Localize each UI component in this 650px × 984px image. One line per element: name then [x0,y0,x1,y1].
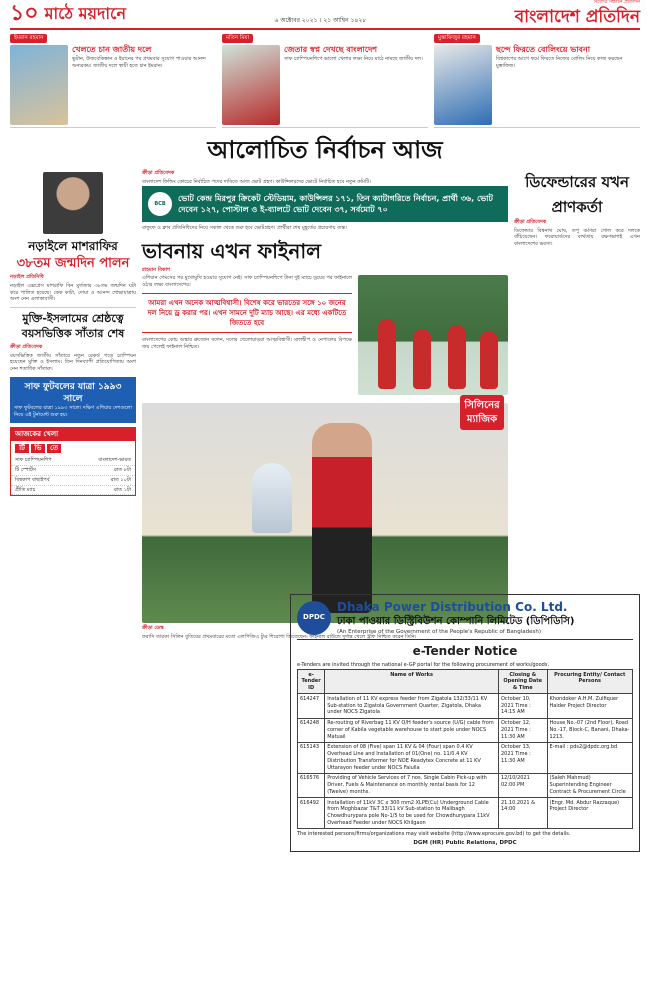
player-photo [434,45,492,125]
tender-id: 614248 [298,718,325,742]
tender-date: October 12, 2021 Time : 11:30 AM [498,718,547,742]
tender-contact: E-mail : pds2@dpdc.org.bd [547,742,632,773]
team-training-photo [358,275,508,395]
football-headline: ভাবনায় এখন ফাইনাল [142,238,322,263]
tender-work: Installation of 11 KV express feeder from Zigatola 132/33/11 KV Sub-station to Zigatola Government Quarter, Zigatola, Dhaka under NOCS Zigatola [325,694,499,718]
tender-header [297,599,633,640]
tender-date: October 13, 2021 Time : 11:30 AM [498,742,547,773]
tender-title: e-Tender Notice [412,644,518,659]
tender-contact: House No.-07 (2nd Floor), Road No.-17, Block-C, Banani, Dhaka-1213. [547,718,632,742]
table-row [298,694,633,718]
football-byline: রাহমান বিকাশ [142,266,170,273]
mashrafe-photo [43,172,103,234]
tv-row [11,476,135,486]
col-header: Name of Works [325,670,499,694]
top-card-headline: জেতার স্বপ্ন দেখছে বাংলাদেশ [284,45,378,55]
swimming-headline: মুক্তি-ইসলামের শ্রেষ্ঠত্বে বয়সভিত্তিক সাঁতার শেষ [21,312,125,340]
tv-time: রাত ৮টা [114,467,131,474]
golfer-photo [142,403,508,623]
tv-letter: তে [47,444,61,453]
tv-letter: ভি [31,444,45,453]
right-body: ডিফেন্ডার বিশ্বনাথ ঘোষ, তপু বর্মণরা গোল করে দলকে বাঁচিয়েছেন। ফরোয়ার্ডদের ব্যর্থতায় রক্ষণভাগই এখন বাংলাদেশের ভরসা। [514,227,640,248]
top-story-row [10,34,640,128]
left-headline: নড়াইলে মাশরাফির [28,239,118,254]
tender-signature: DGM (HR) Public Relations, DPDC [413,839,517,846]
logo-tagline: সত্যের সন্ধানে প্রতিদিন [593,0,640,6]
tv-event: বিশ্বকাপ বাছাইপর্ব [15,476,50,483]
tender-id: 616576 [298,773,325,797]
tv-event: টি স্পোর্টস [15,467,36,474]
tender-contact: (Engr. Md. Abdur Razzaque) Project Director [547,798,632,829]
tv-event: সাফ চ্যাম্পিয়নশিপ [15,457,52,464]
left-body: নড়াইল এক্সপ্রেস মাশরাফি বিন মুর্তজার ৩৮তম জন্মদিন ঘটা করে পালিত হয়েছে। কেক কাটা, দোয়া ও আনন্দ শোভাযাত্রায় অংশ নেন এলাকাবাসী। [10,282,136,303]
org-name-bn: ঢাকা পাওয়ার ডিস্ট্রিবিউশন কোম্পানি লিমিটেড (ডিপিডিসি) [337,616,575,628]
tv-schedule-title: আজকের খেলা [11,428,135,441]
tender-date: 12/10/2021 02:00 PM [498,773,547,797]
tender-notice [290,594,640,852]
tv-time: রাত ১০টা [110,476,131,483]
tv-time: বাংলাদেশ-ভারত [98,457,131,464]
section-title: মাঠে ময়দানে [44,4,127,24]
top-card-headline: খেলতে চান জাতীয় দলে [72,45,152,55]
table-row [298,798,633,829]
player-photo [222,45,280,125]
golf-magic-label: সিলিনের ম্যাজিক [460,395,504,430]
lead-body-2: বাফুফে ও ক্লাব প্রতিনিধিদের নিয়ে সকাল থেকে শুরু হবে ভোটগ্রহণ। প্রার্থীরা শেষ মুহূর্তের প্রচারণায় ব্যস্ত। [142,224,347,231]
tender-contact: (Saleh Mahmud) Superintending Engineer Contract & Procurement Circle [547,773,632,797]
org-name-en: Dhaka Power Distribution Co. Ltd. [337,600,568,614]
trophy-icon [252,463,292,533]
tender-id: 614247 [298,694,325,718]
tender-intro: e-Tenders are invited through the national e-GP portal for the following procurement of works/goods. [297,662,550,669]
tender-date: October 10, 2021 Time : 14:15 AM [498,694,547,718]
top-card-label: ইমরান রহমান [10,34,47,43]
football-body: এশিয়ান গেমসের পর মুখোমুখি হওয়ার সুযোগ নেই। সাফ চ্যাম্পিয়নশিপে টানা দুই ম্যাচে ড্রয়ের পর ফাইনালে ওঠার লক্ষ্য বাংলাদেশের। [142,275,352,289]
table-row [298,718,633,742]
tv-schedule-box [10,427,136,497]
golfer-figure [312,423,372,613]
right-subhead: প্রাণকর্তা [551,197,603,216]
org-subtitle: (An Enterprise of the Government of the People's Republic of Bangladesh) [337,628,541,635]
main-grid [10,168,640,641]
right-byline: ক্রীড়া প্রতিবেদক [514,218,547,225]
page-number: ১০ [10,0,39,27]
tender-work: Providing of Vehicle Services of 7 nos. Single Cabin Pick-up with Driver, Fuels & Maintenance on monthly rental basis for 12 (Twelve) months. [325,773,499,797]
saf-history-headline: সাফ ফুটবলের যাত্রা ১৯৯৩ সালে [24,381,122,404]
golf-body: ফরাসি তারকা সিলিন বুতিয়ের প্রথমবারের মতো এলপিজিএ ট্যুর শিরোপা জিতেছেন। ফাইনাল রাউন্ডে দুর্দান্ত খেলে ট্রফি নিশ্চিত করেন তিনি। [142,634,417,641]
top-card-headline: ছন্দে ফিরতে বোলিংয়ে ভাবনা [496,45,591,55]
saf-history-box [10,377,136,423]
tv-time: রাত ১টা [114,486,131,493]
newspaper-logo[interactable] [515,0,640,29]
top-card-label: মুস্তাফিজুর রহমান [434,34,480,43]
tender-id: 615143 [298,742,325,773]
football-body-2: বাংলাদেশের কোচ অস্কার ব্রুজোন বলেন, দলের খেলোয়াড়রা আত্মবিশ্বাসী। মালদ্বীপ ও নেপালের বিপক্ষে জয় পেলেই ফাইনাল নিশ্চিত। [142,337,352,351]
tender-date: 21.10.2021 & 14:00 [498,798,547,829]
lead-headline: আলোচিত নির্বাচন আজ [207,135,443,164]
tv-event: প্রীতি ম্যাচ [15,486,36,493]
top-card[interactable] [222,34,428,128]
tv-badge [15,444,131,453]
middle-column [142,168,508,641]
tender-id: 616492 [298,798,325,829]
lead-body: বাংলাদেশ ফিল্ডিং কোচের নির্বাচিত পদের দাবিতে আজ ভোট গ্রহণ। কাউন্সিলরদের ভোটে নির্বাচিত হবে নতুন কমিটি। [142,179,371,186]
tender-contact: Khondoker A.H.M. Zulfiquer Haider Project Director [547,694,632,718]
tv-row [11,456,135,466]
coach-quote: আমরা এখন অনেক আত্মবিশ্বাসী। বিশেষ করে ভারতের সঙ্গে ১০ জনের দল নিয়ে ড্র করার পর। এখন সামনে দুটি ম্যাচ আছে। এর মধ্যে একটিতে জিততে হবে [142,293,352,333]
issue-date: ৬ অক্টোবর ২০২১ । ২১ আশ্বিন ১৪২৮ [274,16,367,24]
top-card-text: সাফ চ্যাম্পিয়নশিপে ভালো খেলার লক্ষ্য নিয়ে মাঠে নামছে জাতীয় দল। [284,56,423,63]
stadium-box [142,186,508,222]
tender-work: Installation of 11kV 3C x 300 mm2 XLPE(Cu) Underground Cable from Moghbazar T&T 33/11 kV Sub-station to Malibagh Chowdhurypara pole No-1/5 to be used for Chowdhurypara 11kV Overhead Feeder under NOCS Khilgaon [325,798,499,829]
top-card-text: বিশ্বকাপের আগে ফর্মে ফিরতে নিজের বোলিং নিয়ে কাজ করছেন মুস্তাফিজ। [496,56,623,69]
swimming-byline: ক্রীড়া প্রতিবেদক [10,343,43,350]
tender-work: Re-routing of Riverbag 11 KV O/H feeder's source (U/G) cable from corner of Kabila vegetable warehouse to start pole under NOCS Matuail [325,718,499,742]
tv-letter: টি [15,444,29,453]
tender-footer: The interested persons/firms/organizations may visit website (http://www.eprocure.gov.bd) to get the details. [297,831,571,838]
top-card-label: মতিন মিয়া [222,34,253,43]
logo-name: বাংলাদেশ প্রতিদিন [514,6,640,27]
tender-work: Extension of 08 (Five) span 11 KV & 04 (Four) span 0.4 KV Overhead Line and Installation of 01(One) no. 11/0.4 KV Distribution Transformer for NOE Readytex Concrete at 11 KV Uttarayon feeder under NOCS Faiulla [325,742,499,773]
right-headline: ডিফেন্ডারের যখন [525,173,629,192]
masthead [10,0,640,30]
player-photo [10,45,68,125]
right-column [514,168,640,641]
tv-row [11,486,135,496]
top-card[interactable] [10,34,216,128]
stadium-text: ভোট কেন্দ্র মিরপুর ক্রিকেট স্টেডিয়াম, কাউন্সিলর ১৭১, তিন ক্যাটাগরিতে নির্বাচন, প্রার্থী ৩৬, ভোট দেবেন ১২৭, পোস্টাল ও ই-ব্যালটে ভোট দেবেন ৩৭, সর্বমোট ৭০ [178,193,493,214]
left-subhead: ৩৮তম জন্মদিন পালন [16,255,130,271]
swimming-body: বয়সভিত্তিক জাতীয় সাঁতারে নতুন রেকর্ড গড়ে চ্যাম্পিয়ন হয়েছেন মুক্তি ও ইসলাম। তিন দিনব্যাপী প্রতিযোগিতায় অংশ নেন শতাধিক সাঁতারু। [10,352,136,373]
col-header: Closing & Opening Date & Time [498,670,547,694]
table-row [298,773,633,797]
tv-row [11,466,135,476]
tender-table [297,669,633,829]
top-card-text: ভুটান, উজবেকিস্তান ও ইরানের পর প্রথমবার সুযোগ পাওয়ার আনন্দ অন্যরকম। জাতীয় দলে স্থায়ী হতে চান ইমরান। [72,56,206,69]
top-card[interactable] [434,34,640,128]
lead-byline: ক্রীড়া প্রতিবেদক [142,170,175,177]
col-header: Procuring Entity/ Contact Persons [547,670,632,694]
col-header: e-Tender ID [298,670,325,694]
left-byline: নড়াইল প্রতিনিধি [10,274,44,281]
saf-history-body: সাফ ফুটবলের যাত্রা ১৯৯৩ সালে। দক্ষিণ এশিয়ার দেশগুলো নিয়ে এই টুর্নামেন্ট শুরু হয়। [14,405,132,418]
bcb-logo-icon: BCB [146,190,174,218]
dpdc-logo-icon: DPDC [297,601,331,635]
golf-byline: ক্রীড়া ডেস্ক [142,625,164,632]
left-column [10,168,136,641]
table-row [298,742,633,773]
